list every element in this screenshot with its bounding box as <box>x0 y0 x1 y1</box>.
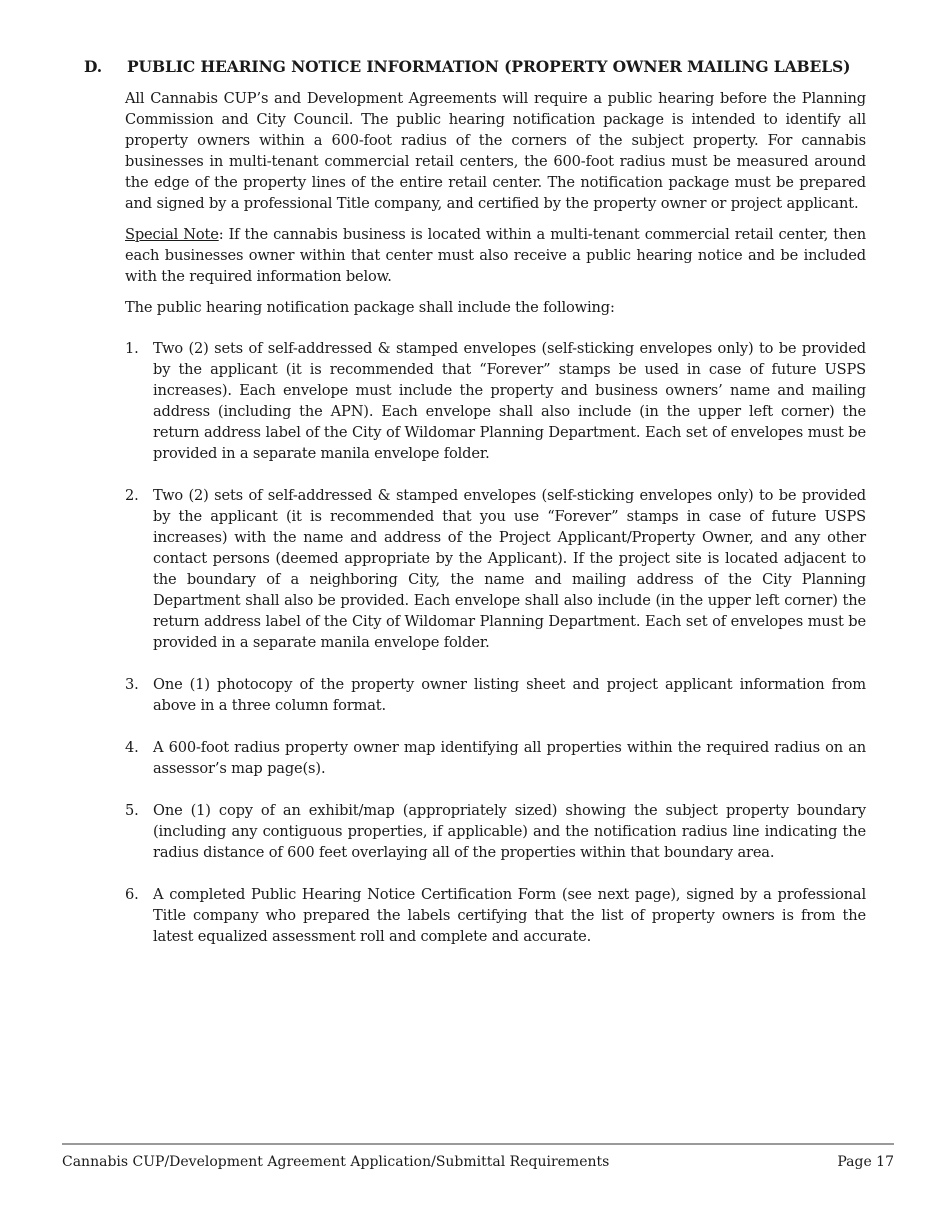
list-item-text: A completed Public Hearing Notice Certification Form (see next page), signed by a professional Title company who prepared the labels certifying that the list of property owners is from the latest equalized assessment roll and complete and accurate. <box>153 886 866 945</box>
footer-divider <box>62 1143 894 1145</box>
list-intro: The public hearing notification package shall include the following: <box>125 299 615 316</box>
list-item <box>125 737 866 779</box>
list-item <box>125 674 866 716</box>
list-item-text: Two (2) sets of self-addressed & stamped envelopes (self-sticking envelopes only) to be provided by the applicant (it is recommended that you use “Forever” stamps in case of future USPS increases) with the name and address of the Project Applicant/Property Owner, and any other contact persons (deemed appropriate by the Applicant). If the project site is located adjacent to the boundary of a neighboring City, the name and mailing address of the City Planning Department shall also be provided. Each envelope shall also include (in the upper left corner) the return address label of the City of Wildomar Planning Department. Each set of envelopes must be provided in a separate manila envelope folder. <box>153 487 866 651</box>
list-item <box>125 338 866 464</box>
special-note-label: Special Note <box>125 226 219 243</box>
list-item-text: Two (2) sets of self-addressed & stamped envelopes (self-sticking envelopes only) to be provided by the applicant (it is recommended that “Forever” stamps be used in case of future USPS increases). Each envelope must include the property and business owners’ name and mailing address (including the APN). Each envelope shall also include (in the upper left corner) the return address label of the City of Wildomar Planning Department. Each set of envelopes must be provided in a separate manila envelope folder. <box>153 340 866 462</box>
section-letter: D. <box>84 57 103 76</box>
list-item-number: 6. <box>125 886 139 903</box>
document-body <box>125 88 866 968</box>
list-item-number: 5. <box>125 802 139 819</box>
list-item-number: 4. <box>125 739 139 756</box>
footer-document-title: Cannabis CUP/Development Agreement Application/Submittal Requirements <box>62 1154 610 1170</box>
intro-paragraph: All Cannabis CUP’s and Development Agreements will require a public hearing before the Planning Commission and City Council. The public hearing notification package is intended to identify all property owners within a 600-foot radius of the corners of the subject property. For cannabis businesses in multi-tenant commercial retail centers, the 600-foot radius must be measured around the edge of the property lines of the entire retail center. The notification package must be prepared and signed by a professional Title company, and certified by the property owner or project applicant. <box>125 90 866 212</box>
list-item-text: One (1) photocopy of the property owner listing sheet and project applicant information from above in a three column format. <box>153 676 866 714</box>
list-item <box>125 884 866 947</box>
list-item-text: One (1) copy of an exhibit/map (appropriately sized) showing the subject property boundary (including any contiguous properties, if applicable) and the notification radius line indicating the radius distance of 600 feet overlaying all of the properties within that boundary area. <box>153 802 866 861</box>
special-note-text: : If the cannabis business is located within a multi-tenant commercial retail center, then each businesses owner within that center must also receive a public hearing notice and be included with the required information below. <box>125 226 866 285</box>
section-title: PUBLIC HEARING NOTICE INFORMATION (PROPERTY OWNER MAILING LABELS) <box>127 57 851 76</box>
list-item <box>125 485 866 653</box>
list-item-number: 2. <box>125 487 139 504</box>
footer-page-number: Page 17 <box>837 1154 894 1170</box>
list-item-number: 1. <box>125 340 139 357</box>
special-note-paragraph <box>125 224 866 287</box>
requirements-list <box>125 338 866 947</box>
list-item-number: 3. <box>125 676 139 693</box>
list-item <box>125 800 866 863</box>
section-heading <box>84 56 884 78</box>
list-item-text: A 600-foot radius property owner map identifying all properties within the required radius on an assessor’s map page(s). <box>153 739 866 777</box>
